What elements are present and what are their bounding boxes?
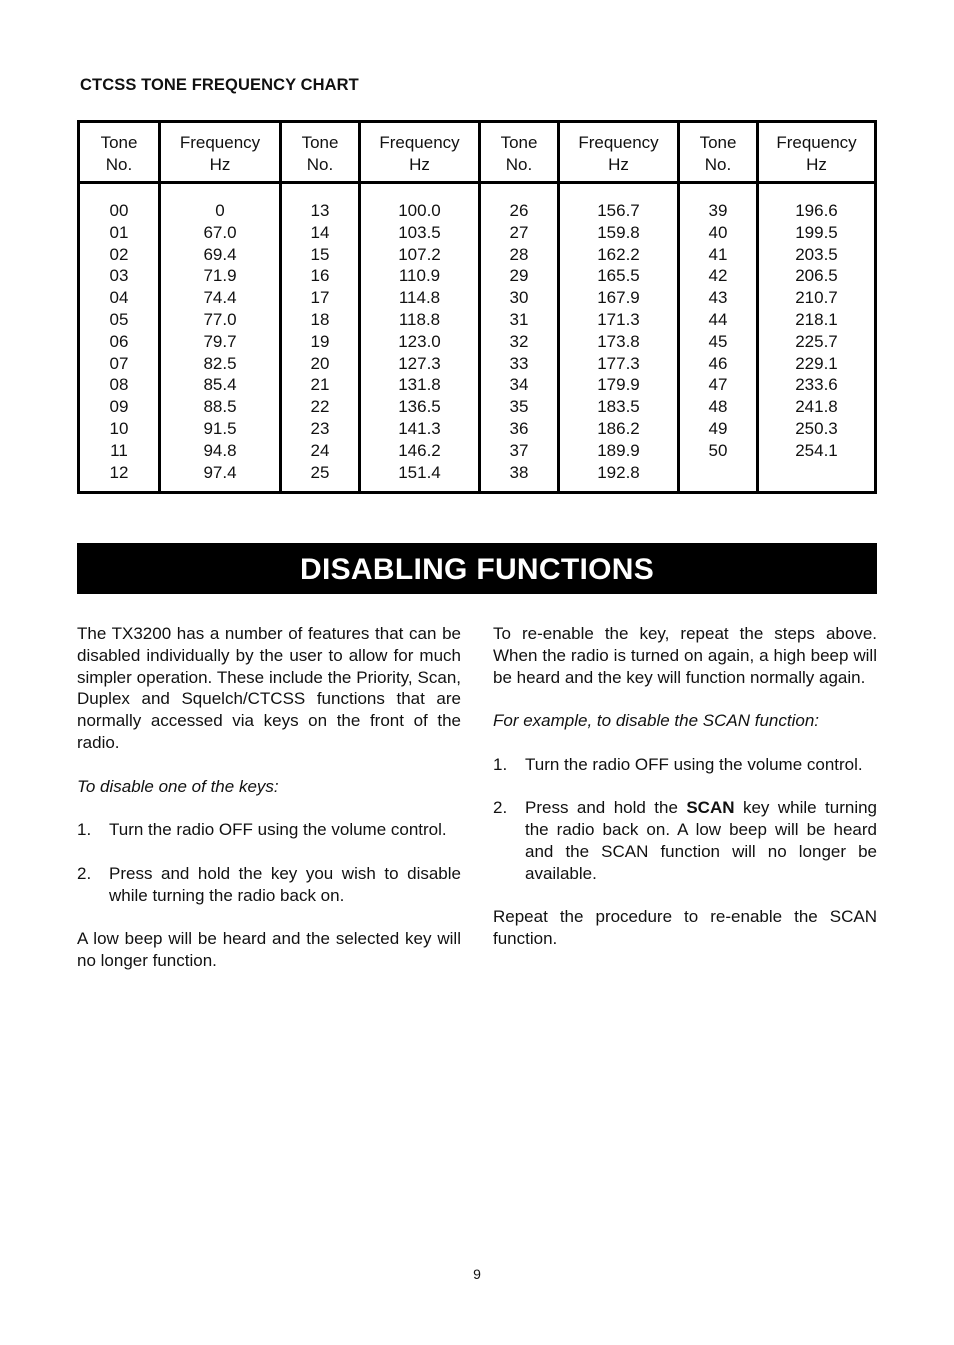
frequency-column bbox=[158, 123, 279, 491]
tone-number-cell: 19 bbox=[310, 331, 330, 351]
tone-number-cell: 47 bbox=[708, 375, 728, 395]
frequency-cell: 177.3 bbox=[597, 353, 640, 373]
frequency-cell: 107.2 bbox=[398, 244, 441, 264]
frequency-column bbox=[756, 123, 874, 491]
scan-key-label: SCAN bbox=[686, 798, 735, 818]
list-item bbox=[77, 819, 461, 841]
tone-number-cell: 29 bbox=[509, 266, 529, 286]
frequency-cell: 218.1 bbox=[795, 309, 838, 329]
tone-number-column bbox=[80, 123, 158, 491]
tone-number-cell: 00 bbox=[109, 201, 129, 220]
column-header bbox=[161, 123, 279, 184]
header-line: Hz bbox=[409, 155, 430, 174]
list-item bbox=[493, 754, 877, 776]
tone-number-cell: 03 bbox=[109, 266, 129, 286]
tone-number-cell: 27 bbox=[509, 222, 529, 242]
step-number: 2. bbox=[493, 798, 508, 818]
frequency-cell: 79.7 bbox=[203, 331, 237, 351]
frequency-cell: 159.8 bbox=[597, 222, 640, 242]
frequency-cell: 196.6 bbox=[795, 201, 838, 220]
tone-number-cell: 15 bbox=[310, 244, 330, 264]
tone-number-cell: 49 bbox=[708, 418, 728, 438]
column-header bbox=[282, 123, 358, 184]
frequency-cell: 77.0 bbox=[203, 309, 237, 329]
frequency-cell: 229.1 bbox=[795, 353, 838, 373]
tone-number-cell: 26 bbox=[509, 201, 529, 220]
tone-number-cell: 12 bbox=[109, 462, 129, 482]
tone-number-column bbox=[279, 123, 358, 491]
tone-number-cell: 06 bbox=[109, 331, 129, 351]
column-header bbox=[80, 123, 158, 184]
tone-number-cell: 05 bbox=[109, 309, 129, 329]
tone-number-cell: 11 bbox=[110, 440, 128, 460]
tone-number-cell: 22 bbox=[310, 397, 330, 417]
tone-number-cell: 39 bbox=[708, 201, 728, 220]
tone-number-cell: 07 bbox=[109, 353, 129, 373]
tone-number-cell: 10 bbox=[109, 418, 129, 438]
header-line: No. bbox=[505, 155, 533, 174]
header-line: Frequency bbox=[379, 133, 460, 152]
tone-number-cell: 25 bbox=[310, 462, 330, 482]
frequency-cell: 241.8 bbox=[795, 397, 838, 417]
tone-number-column bbox=[677, 123, 756, 491]
frequency-cell: 118.8 bbox=[398, 309, 441, 329]
frequency-cell: 127.3 bbox=[398, 353, 441, 373]
subheading: To disable one of the keys: bbox=[77, 776, 279, 796]
frequency-cell: 146.2 bbox=[398, 440, 441, 460]
right-text-column bbox=[493, 623, 877, 972]
tone-number-cell: 28 bbox=[509, 244, 529, 264]
frequency-cell: 167.9 bbox=[597, 288, 640, 308]
tone-number-cell: 16 bbox=[310, 266, 330, 286]
intro-paragraph: The TX3200 has a number of features that can be disabled individually by the user to allow for much simpler operation. These include the Priority, Scan, Duplex and Squelch/CTCSS functions that are normally accessed via keys on the front of the radio. bbox=[77, 624, 461, 752]
frequency-cell: 91.5 bbox=[203, 418, 237, 438]
frequency-cell: 151.4 bbox=[398, 462, 441, 482]
section-heading: DISABLING FUNCTIONS bbox=[77, 543, 877, 594]
header-line: No. bbox=[105, 155, 133, 174]
tone-number-cell: 45 bbox=[708, 331, 728, 351]
note-paragraph: A low beep will be heard and the selected key will no longer function. bbox=[77, 929, 461, 970]
list-item bbox=[493, 797, 877, 884]
header-line: No. bbox=[704, 155, 732, 174]
tone-number-cell: 24 bbox=[310, 440, 330, 460]
tone-number-cell: 48 bbox=[708, 397, 728, 417]
tone-number-cell: 31 bbox=[509, 309, 529, 329]
tone-number-cell: 17 bbox=[310, 288, 330, 308]
tone-number-cell: 08 bbox=[109, 375, 129, 395]
frequency-cell: 82.5 bbox=[203, 353, 237, 373]
header-line: Frequency bbox=[578, 133, 659, 152]
tone-number-cell: 33 bbox=[509, 353, 529, 373]
header-line: Hz bbox=[209, 155, 231, 174]
frequency-cell: 94.8 bbox=[203, 440, 237, 460]
frequency-cell: 179.9 bbox=[597, 375, 640, 395]
tone-number-cell: 46 bbox=[708, 353, 728, 373]
frequency-cell: 171.3 bbox=[597, 309, 640, 329]
chart-title: CTCSS TONE FREQUENCY CHART bbox=[80, 76, 359, 94]
frequency-cell: 114.8 bbox=[398, 288, 441, 308]
tone-number-cell: 23 bbox=[310, 418, 330, 438]
page-number: 9 bbox=[473, 1266, 481, 1282]
header-line: No. bbox=[306, 155, 334, 174]
tone-number-cell: 20 bbox=[310, 353, 330, 373]
tone-number-cell: 02 bbox=[109, 244, 129, 264]
frequency-cell: 203.5 bbox=[795, 244, 838, 264]
tone-number-cell: 35 bbox=[509, 397, 529, 417]
tone-number-cell: 14 bbox=[310, 222, 330, 242]
frequency-cell: 183.5 bbox=[597, 397, 640, 417]
frequency-cell: 103.5 bbox=[398, 222, 441, 242]
frequency-cell: 199.5 bbox=[795, 222, 838, 242]
header-line: Hz bbox=[806, 155, 827, 174]
tone-number-cell: 40 bbox=[708, 222, 728, 242]
frequency-column bbox=[358, 123, 478, 491]
step-text-part: key while turning the radio back on. A low beep will be heard and the SCAN function will no longer be available. bbox=[525, 798, 878, 883]
frequency-cell: 88.5 bbox=[203, 397, 237, 417]
header-line: Hz bbox=[608, 155, 629, 174]
frequency-cell: 71.9 bbox=[203, 266, 237, 286]
frequency-cell: 123.0 bbox=[398, 331, 441, 351]
tone-number-cell: 21 bbox=[310, 375, 330, 395]
tone-number-cell: 18 bbox=[310, 309, 330, 329]
header-line: Tone bbox=[500, 133, 538, 152]
tone-number-cell: 13 bbox=[310, 201, 330, 220]
frequency-cell: 210.7 bbox=[795, 288, 838, 308]
frequency-cell: 100.0 bbox=[398, 201, 441, 220]
tone-number-cell: 36 bbox=[509, 418, 529, 438]
note-paragraph: Repeat the procedure to re-enable the SCAN function. bbox=[493, 907, 877, 949]
frequency-cell: 136.5 bbox=[398, 397, 441, 417]
subheading: For example, to disable the SCAN function: bbox=[493, 711, 819, 731]
tone-number-cell: 43 bbox=[708, 288, 728, 308]
step-text: Press and hold the key you wish to disable while turning the radio back on. bbox=[109, 863, 461, 905]
tone-number-cell: 37 bbox=[509, 440, 529, 460]
frequency-cell: 250.3 bbox=[795, 418, 838, 438]
tone-number-cell: 38 bbox=[509, 462, 529, 482]
frequency-cell: 67.0 bbox=[203, 222, 237, 242]
tone-number-cell: 34 bbox=[509, 375, 529, 395]
frequency-cell: 97.4 bbox=[203, 462, 237, 482]
tone-number-cell: 41 bbox=[708, 244, 728, 264]
frequency-cell: 254.1 bbox=[795, 440, 838, 460]
tone-number-cell: 09 bbox=[109, 397, 129, 417]
header-line: Frequency bbox=[179, 133, 261, 152]
frequency-cell: 162.2 bbox=[597, 244, 640, 264]
header-line: Tone bbox=[100, 133, 138, 152]
step-number: 2. bbox=[77, 863, 92, 883]
frequency-cell: 141.3 bbox=[398, 418, 441, 438]
step-text: Turn the radio OFF using the volume control. bbox=[109, 820, 447, 840]
column-header bbox=[560, 123, 677, 184]
frequency-cell: 110.9 bbox=[398, 266, 441, 286]
tone-number-cell: 32 bbox=[509, 331, 529, 351]
frequency-cell: 165.5 bbox=[597, 266, 640, 286]
step-text bbox=[525, 797, 877, 884]
step-text-part: Press and hold the bbox=[525, 798, 687, 818]
frequency-cell: 192.8 bbox=[597, 462, 640, 482]
frequency-column bbox=[557, 123, 677, 491]
intro-paragraph: To re-enable the key, repeat the steps above. When the radio is turned on again, a high beep will be heard and the key will function normally again. bbox=[493, 624, 877, 687]
column-header bbox=[481, 123, 557, 184]
frequency-cell: 74.4 bbox=[203, 288, 237, 308]
tone-number-column bbox=[478, 123, 557, 491]
frequency-cell: 173.8 bbox=[597, 331, 640, 351]
step-number: 1. bbox=[77, 820, 92, 840]
frequency-cell: 131.8 bbox=[398, 375, 441, 395]
frequency-cell: 233.6 bbox=[795, 375, 838, 395]
step-text: Turn the radio OFF using the volume control. bbox=[525, 754, 863, 774]
frequency-cell: 189.9 bbox=[597, 440, 640, 460]
list-item bbox=[77, 863, 461, 907]
column-header bbox=[361, 123, 478, 184]
frequency-cell: 156.7 bbox=[597, 201, 640, 220]
tone-number-cell: 01 bbox=[109, 222, 129, 242]
frequency-cell: 69.4 bbox=[203, 244, 237, 264]
tone-number-cell: 44 bbox=[708, 309, 728, 329]
frequency-cell: 225.7 bbox=[795, 331, 838, 351]
tone-number-cell: 04 bbox=[109, 288, 129, 308]
tone-number-cell: 30 bbox=[509, 288, 529, 308]
frequency-cell: 186.2 bbox=[597, 418, 640, 438]
column-header bbox=[680, 123, 756, 184]
header-line: Frequency bbox=[776, 133, 857, 152]
left-text-column bbox=[77, 623, 461, 994]
frequency-cell: 0 bbox=[215, 201, 225, 220]
header-line: Tone bbox=[301, 133, 339, 152]
frequency-cell: 206.5 bbox=[795, 266, 838, 286]
column-header bbox=[759, 123, 874, 184]
frequency-cell: 85.4 bbox=[203, 375, 237, 395]
tone-number-cell: 42 bbox=[708, 266, 728, 286]
ctcss-tone-table bbox=[77, 120, 877, 494]
step-number: 1. bbox=[493, 754, 508, 774]
header-line: Tone bbox=[699, 133, 737, 152]
tone-number-cell: 50 bbox=[708, 440, 728, 460]
